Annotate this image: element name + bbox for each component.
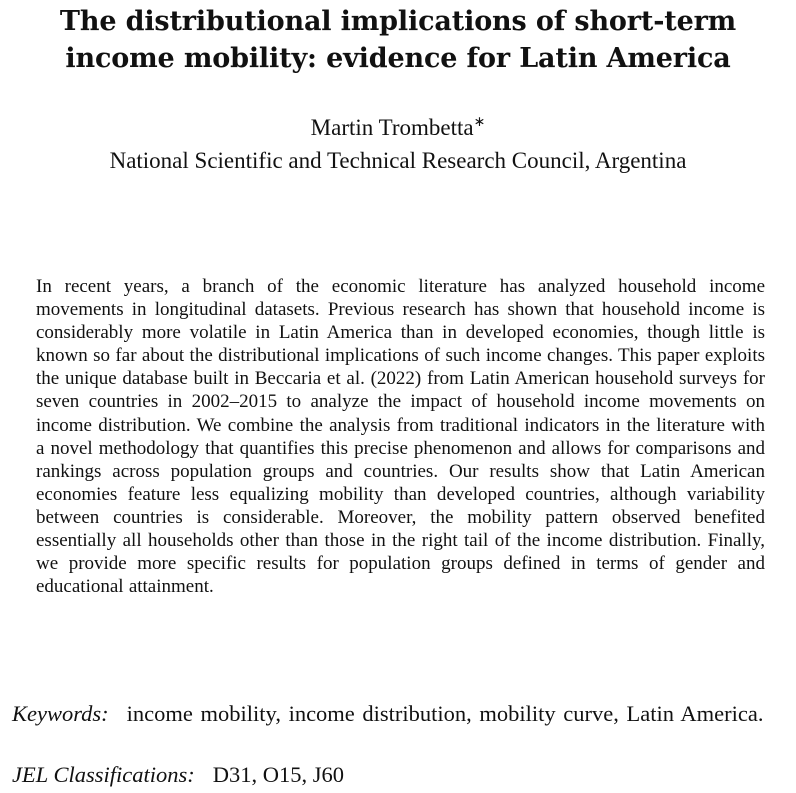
author-affiliation: National Scientific and Technical Research Council, Argentina (109, 148, 687, 173)
author-name (0, 116, 796, 139)
author-name-text: Martin Trombetta (310, 115, 474, 140)
jel-value: D31, O15, J60 (212, 762, 344, 787)
jel-line (12, 761, 344, 789)
author-footnote-mark: ∗ (473, 115, 486, 130)
paper-title-line-2: income mobility: evidence for Latin America (65, 43, 731, 74)
keywords-label: Keywords: (12, 701, 109, 726)
abstract-text: In recent years, a branch of the economic literature has analyzed household income movements in longitudinal datasets. Previous research has shown that household income is considerably more volatile in Latin America than in developed economies, though little is known so far about the distributional implications of such income changes. This paper exploits the unique database built in Beccaria et al. (2022) from Latin American household surveys for seven countries in 2002–2015 to analyze the impact of household income movements on income distribution. We combine the analysis from traditional indicators in the literature with a novel methodology that quantifies this precise phenomenon and allows for comparisons and rankings across population groups and countries. Our results show that Latin American economies feature less equalizing mobility than developed countries, although variability between countries is considerable. Moreover, the mobility pattern observed benefited essentially all households other than those in the right tail of the income distribution. Finally, we provide more specific results for population groups defined in terms of gender and educational attainment. (36, 276, 765, 598)
keywords-line (12, 698, 784, 730)
jel-label: JEL Classifications: (12, 762, 195, 787)
keywords-value: income mobility, income distribution, mobility curve, Latin America. (126, 701, 764, 726)
paper-title-line-1: The distributional implications of short-term (59, 6, 737, 37)
